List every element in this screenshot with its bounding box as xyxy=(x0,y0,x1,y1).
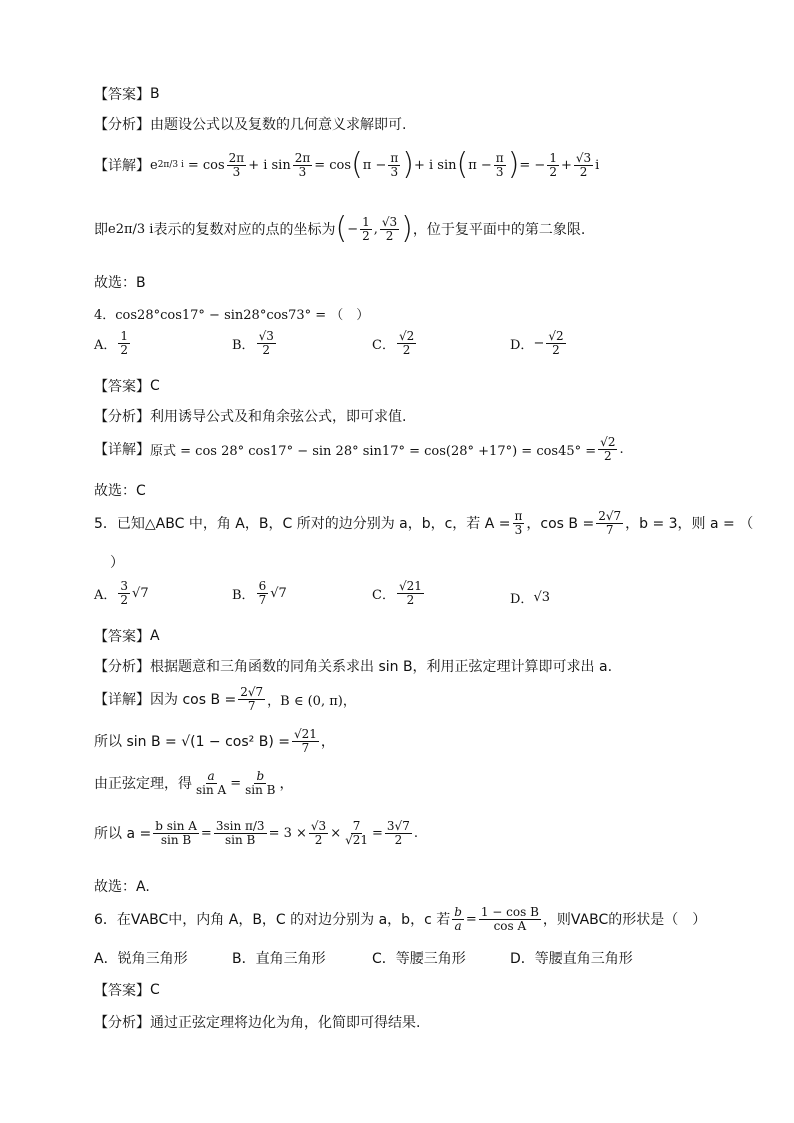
text: ） xyxy=(110,555,124,571)
q6-answer-line xyxy=(94,980,160,1000)
math-text: = xyxy=(465,911,477,927)
answer-value: C xyxy=(150,378,160,394)
question-stem: 4．cos28°cos17° − sin28°cos73° = （ ） xyxy=(94,308,370,323)
fraction xyxy=(293,152,313,178)
q4-option-b xyxy=(232,330,278,356)
frac-num: a xyxy=(207,769,215,783)
fraction xyxy=(397,330,416,356)
question-stem: ，b = 3，则 a = （ xyxy=(625,516,754,533)
exp-power: 2π/3 i xyxy=(157,160,184,170)
frac-num: 3 xyxy=(120,579,129,593)
q5-option-b xyxy=(232,580,287,606)
q5-detail-line-1 xyxy=(94,686,356,712)
fraction xyxy=(494,152,506,178)
q3-answer-line xyxy=(94,84,160,104)
text: 表示的复数对应的点的坐标为 xyxy=(153,222,336,238)
frac-den: 3 xyxy=(232,164,241,179)
q6-stem xyxy=(94,906,706,932)
frac-den: 7 xyxy=(258,592,267,607)
option-label: C． xyxy=(372,337,395,353)
math-text: × xyxy=(330,825,342,841)
option-tail: √3 xyxy=(533,590,550,605)
frac-num: π xyxy=(495,150,504,165)
option-label: D． xyxy=(510,337,534,353)
analysis-text: 由题设公式以及复数的几何意义求解即可. xyxy=(150,117,407,133)
frac-den: sin B xyxy=(160,832,192,847)
frac-num: √3 xyxy=(381,214,398,229)
analysis-text: 通过正弦定理将边化为角，化简即可得结果. xyxy=(150,1015,421,1031)
math-text: + xyxy=(560,157,572,173)
analysis-text: 根据题意和三角函数的同角关系求出 sin B，利用正弦定理计算即可求出 a. xyxy=(150,659,613,675)
frac-num: √2 xyxy=(600,435,616,449)
frac-num: √3 xyxy=(258,329,274,343)
frac-den: 2 xyxy=(579,164,588,179)
period: . xyxy=(619,441,624,457)
math-text: = xyxy=(200,825,212,841)
fraction xyxy=(309,820,328,846)
frac-den: sin B xyxy=(245,782,276,797)
frac-den: 2 xyxy=(314,832,323,847)
detail-tag: 【详解】 xyxy=(94,158,150,174)
frac-num: 3sin π/3 xyxy=(215,819,265,833)
option-label: C． xyxy=(372,587,395,603)
math-text: = 3 × xyxy=(268,825,307,841)
frac-num: 7 xyxy=(352,819,361,833)
frac-den: cos A xyxy=(493,918,527,933)
option-label: B． xyxy=(232,337,255,353)
frac-num: π xyxy=(514,509,523,523)
option-label: A． xyxy=(94,337,117,353)
frac-den: 3 xyxy=(298,164,307,179)
frac-num: b sin A xyxy=(155,819,197,833)
math-text: ，B ∈ (0, π)， xyxy=(267,693,356,709)
q5-option-a xyxy=(94,580,149,606)
exp-base: e xyxy=(108,221,116,237)
math-text: i xyxy=(595,157,600,173)
text: ，位于复平面中的第二象限. xyxy=(412,222,586,238)
exp-power: 2π/3 i xyxy=(115,221,154,237)
frac-den: sin B xyxy=(225,832,256,847)
frac-den: 7 xyxy=(301,740,310,755)
frac-den: 3 xyxy=(390,164,399,179)
frac-num: 6 xyxy=(258,579,267,593)
frac-den: 2 xyxy=(120,342,129,357)
math-text: π − xyxy=(362,157,387,173)
frac-den: 2 xyxy=(362,228,370,243)
fraction xyxy=(547,152,559,178)
frac-num: 2π xyxy=(228,150,245,165)
frac-num: √21 xyxy=(293,727,317,741)
frac-den: 7 xyxy=(605,522,614,537)
answer-value: A xyxy=(150,628,160,644)
fraction xyxy=(257,580,269,606)
answer-tag: 【答案】 xyxy=(94,87,150,103)
math-text: 所以 sin B = √(1 − cos² B) = xyxy=(94,734,290,751)
frac-num: 2√7 xyxy=(598,509,622,523)
text: 由正弦定理，得 xyxy=(94,776,192,793)
math-text: 原式 = cos 28° cos17° − sin 28° sin17° = cos(28° +17°) = cos45° = xyxy=(150,443,597,459)
q6-option-c xyxy=(372,948,466,968)
question-stem: 6．在VABC中，内角 A，B，C 的对边分别为 a，b，c 若 xyxy=(94,912,451,929)
paren-left: ( xyxy=(456,147,469,182)
q4-option-c xyxy=(372,330,418,356)
frac-den: 2 xyxy=(603,448,612,463)
frac-den: 3 xyxy=(495,164,504,179)
answer-tag: 【答案】 xyxy=(94,379,150,395)
fraction xyxy=(388,152,400,178)
text: 故选：B xyxy=(94,275,146,291)
fraction xyxy=(257,330,276,356)
option-label: B． xyxy=(232,951,256,967)
math-text: 因为 cos B = xyxy=(150,692,237,709)
frac-num: 2√7 xyxy=(240,685,264,699)
option-tail: √7 xyxy=(132,585,149,601)
fraction xyxy=(118,580,130,606)
frac-num: 2π xyxy=(294,150,311,165)
frac-num: b xyxy=(256,769,265,783)
comma: , xyxy=(373,221,378,237)
q5-option-c xyxy=(372,580,426,606)
math-text: = xyxy=(230,775,242,791)
math-text: . xyxy=(413,825,418,841)
q3-detail-line-2 xyxy=(94,211,586,246)
fraction xyxy=(243,770,277,796)
fraction xyxy=(598,436,617,462)
fraction xyxy=(118,330,130,356)
math-text: ， xyxy=(320,734,335,751)
q6-option-a xyxy=(94,948,188,968)
math-text: 所以 a = xyxy=(94,826,152,843)
fraction xyxy=(238,686,265,712)
fraction xyxy=(360,216,372,242)
frac-den: 2 xyxy=(402,342,411,357)
q5-stem-close xyxy=(110,552,124,572)
answer-tag: 【答案】 xyxy=(94,983,150,999)
answer-value: B xyxy=(150,86,160,102)
paren-left: ( xyxy=(351,147,363,182)
q5-detail-line-4 xyxy=(94,820,418,846)
q4-answer-line xyxy=(94,376,160,396)
detail-tag: 【详解】 xyxy=(94,442,150,459)
fraction xyxy=(513,510,525,536)
math-text: ， xyxy=(279,776,294,793)
frac-num: 1 − cos B xyxy=(480,905,539,919)
frac-den: 2 xyxy=(394,832,403,847)
option-label: A． xyxy=(94,951,118,967)
math-text: + i sin xyxy=(248,157,291,173)
fraction xyxy=(380,216,399,242)
frac-den: sin A xyxy=(196,782,227,797)
q6-analysis-line xyxy=(94,1012,420,1032)
math-text: = cos xyxy=(187,157,225,173)
fraction xyxy=(153,820,199,846)
fraction xyxy=(214,820,267,846)
math-text: = cos xyxy=(314,157,352,173)
q5-analysis-line xyxy=(94,656,612,676)
frac-num: 3√7 xyxy=(386,819,410,833)
q3-detail-line xyxy=(94,147,600,182)
frac-num: √2 xyxy=(398,329,415,343)
fraction xyxy=(546,330,565,356)
frac-den: 2 xyxy=(552,342,560,357)
q5-stem xyxy=(94,510,753,536)
option-label: B． xyxy=(232,587,255,603)
q5-option-d xyxy=(510,588,550,607)
option-tail: √7 xyxy=(270,585,287,601)
q4-conclusion xyxy=(94,480,146,500)
analysis-text: 利用诱导公式及和角余弦公式，即可求值. xyxy=(150,409,407,425)
analysis-tag: 【分析】 xyxy=(94,659,150,675)
analysis-tag: 【分析】 xyxy=(94,1015,150,1031)
paren-right: ) xyxy=(402,147,414,182)
frac-num: b xyxy=(454,905,462,919)
frac-num: π xyxy=(390,150,399,165)
math-text: = xyxy=(372,825,383,841)
frac-num: √3 xyxy=(575,150,592,165)
option-label: D． xyxy=(510,951,535,967)
option-text: 等腰三角形 xyxy=(395,951,466,967)
frac-den: 2 xyxy=(406,592,415,607)
frac-num: 1 xyxy=(120,329,129,343)
frac-den: √21 xyxy=(345,832,369,847)
frac-den: 2 xyxy=(262,342,271,357)
frac-den: 7 xyxy=(247,698,256,713)
fraction xyxy=(227,152,247,178)
question-stem: ，cos B = xyxy=(526,516,595,533)
text: 故选：A. xyxy=(94,879,150,895)
math-text: + i sin xyxy=(413,157,457,173)
q4-option-a xyxy=(94,330,132,356)
minus: − xyxy=(347,221,359,237)
fraction xyxy=(574,152,593,178)
answer-value: C xyxy=(150,982,160,998)
frac-num: 1 xyxy=(362,214,370,229)
answer-tag: 【答案】 xyxy=(94,629,150,645)
q3-analysis-line xyxy=(94,114,406,134)
q4-option-d xyxy=(510,330,568,356)
fraction xyxy=(596,510,623,536)
frac-num: 1 xyxy=(549,150,557,165)
question-stem: 5．已知△ABC 中，角 A，B，C 所对的边分别为 a，b，c，若 A = xyxy=(94,516,511,533)
option-label: C． xyxy=(372,951,396,967)
option-label: D． xyxy=(510,592,534,607)
frac-num: √21 xyxy=(398,579,422,593)
q5-answer-line xyxy=(94,626,160,646)
q4-stem xyxy=(94,304,369,323)
frac-den: a xyxy=(454,918,462,933)
analysis-tag: 【分析】 xyxy=(94,117,150,133)
q6-option-d xyxy=(510,948,633,968)
option-prefix: − xyxy=(533,335,545,351)
q4-analysis-line xyxy=(94,406,406,426)
q4-detail-line xyxy=(94,436,624,462)
math-text: = − xyxy=(519,157,546,173)
paren-right: ) xyxy=(401,211,413,246)
math-text: π − xyxy=(468,157,492,173)
fraction xyxy=(479,906,541,932)
detail-tag: 【详解】 xyxy=(94,692,150,709)
text: 故选：C xyxy=(94,483,146,499)
fraction xyxy=(397,580,424,606)
option-text: 等腰直角三角形 xyxy=(534,951,633,967)
fraction xyxy=(292,728,319,754)
fraction xyxy=(385,820,412,846)
fraction xyxy=(194,770,228,796)
option-text: 直角三角形 xyxy=(255,951,326,967)
frac-den: 2 xyxy=(385,228,394,243)
frac-num: √2 xyxy=(548,329,564,343)
fraction xyxy=(452,906,464,932)
q5-detail-line-3 xyxy=(94,770,293,796)
option-text: 锐角三角形 xyxy=(117,951,188,967)
analysis-tag: 【分析】 xyxy=(94,409,150,425)
q5-detail-line-2 xyxy=(94,728,335,754)
q3-conclusion xyxy=(94,272,146,292)
frac-den: 3 xyxy=(514,522,523,537)
q6-option-b xyxy=(232,948,326,968)
exp-base: e xyxy=(150,157,158,173)
option-label: A． xyxy=(94,587,117,603)
frac-den: 2 xyxy=(120,592,129,607)
fraction xyxy=(343,820,370,846)
paren-right: ) xyxy=(507,147,520,182)
text: 即 xyxy=(94,222,108,238)
q5-conclusion xyxy=(94,876,150,896)
question-stem: ，则VABC的形状是（ ） xyxy=(542,912,707,929)
paren-left: ( xyxy=(335,211,348,246)
frac-den: 2 xyxy=(549,164,557,179)
frac-num: √3 xyxy=(310,819,327,833)
